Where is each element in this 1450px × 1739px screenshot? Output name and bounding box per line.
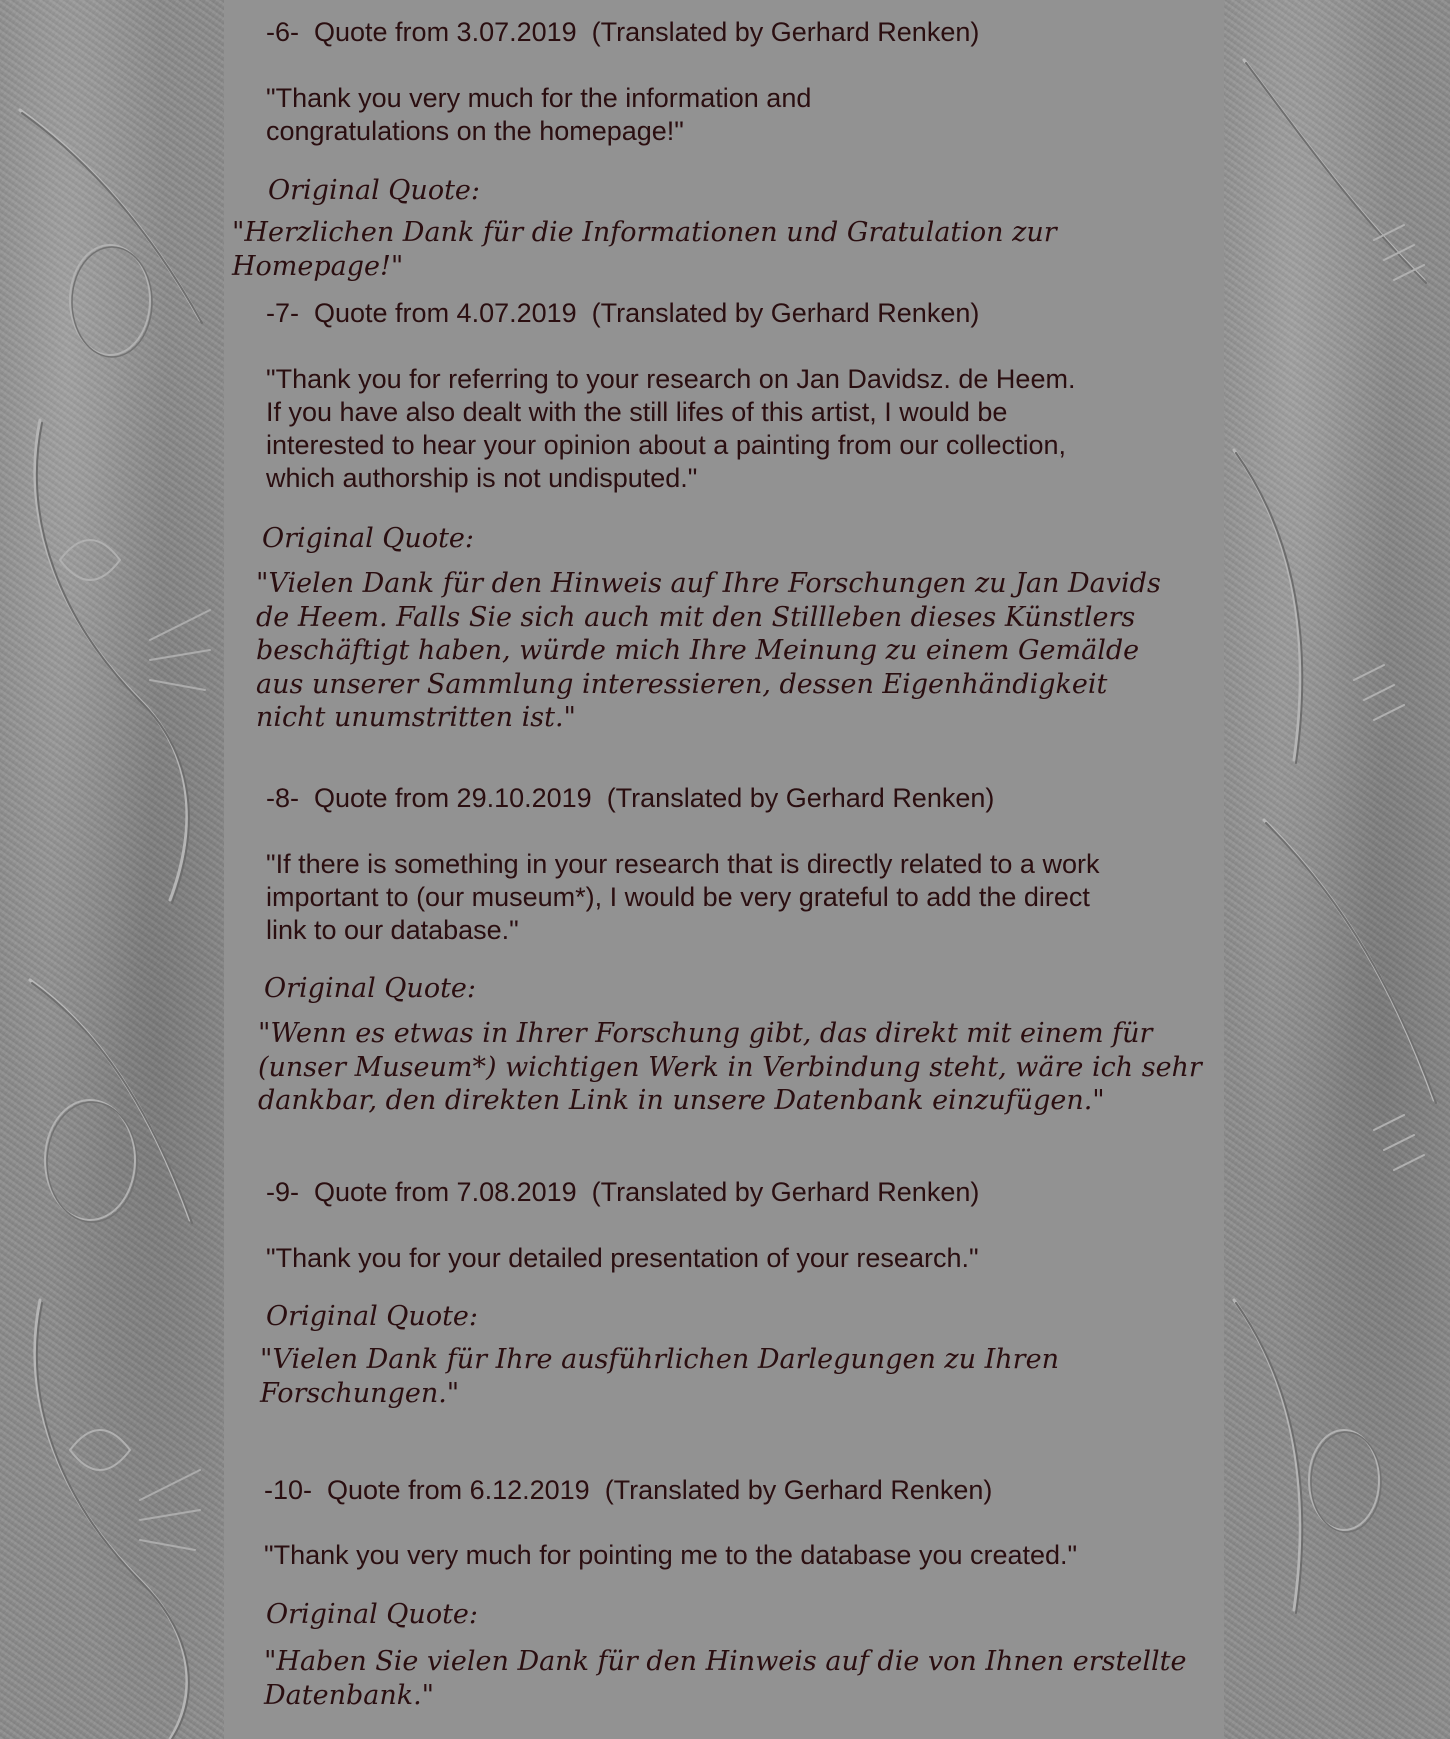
quote-english: "Thank you for referring to your research on Jan Davidsz. de Heem. If you have also dealt with the still lifes of this artist, I would be interested to hear your opinion about a painting from our collection, which authorship is not undisputed."	[266, 364, 1076, 493]
embossed-wheat-pattern-icon	[1224, 0, 1450, 1739]
original-quote-label: Original Quote:	[266, 1599, 479, 1630]
quotes-column	[224, 0, 1224, 1739]
quote-original: "Haben Sie vielen Dank für den Hinweis auf die von Ihnen erstellte Datenbank."	[264, 1646, 1187, 1711]
quote-english: "Thank you very much for the information and congratulations on the homepage!"	[266, 83, 812, 146]
right-decorative-panel	[1224, 0, 1450, 1739]
quote-heading: -9- Quote from 7.08.2019 (Translated by Gerhard Renken)	[266, 1177, 980, 1207]
original-quote-label: Original Quote:	[264, 973, 477, 1004]
original-quote-label: Original Quote:	[262, 523, 475, 554]
quote-heading: -10- Quote from 6.12.2019 (Translated by Gerhard Renken)	[264, 1475, 993, 1505]
original-quote-label: Original Quote:	[266, 1301, 479, 1332]
quote-original: "Vielen Dank für Ihre ausführlichen Darlegungen zu Ihren Forschungen."	[260, 1344, 1059, 1409]
quote-original: "Vielen Dank für den Hinweis auf Ihre Forschungen zu Jan Davids de Heem. Falls Sie sich auch mit den Stillleben dieses Künstlers beschäftigt haben, würde mich Ihre Meinung zu einem Gemälde aus unserer Sammlung interessieren, dessen Eigenhändigkeit nicht unumstritten ist."	[256, 568, 1161, 733]
quote-original: "Herzlichen Dank für die Informationen und Gratulation zur Homepage!"	[232, 217, 1057, 282]
quote-heading: -6- Quote from 3.07.2019 (Translated by Gerhard Renken)	[266, 17, 980, 47]
quote-heading: -8- Quote from 29.10.2019 (Translated by Gerhard Renken)	[266, 783, 995, 813]
quote-english: "If there is something in your research that is directly related to a work important to (our museum*), I would be very grateful to add the direct link to our database."	[266, 849, 1100, 945]
quote-heading: -7- Quote from 4.07.2019 (Translated by Gerhard Renken)	[266, 298, 980, 328]
embossed-floral-pattern-icon	[0, 0, 224, 1739]
original-quote-label: Original Quote:	[268, 175, 481, 206]
quote-english: "Thank you for your detailed presentation of your research."	[266, 1243, 979, 1273]
quote-original: "Wenn es etwas in Ihrer Forschung gibt, das direkt mit einem für (unser Museum*) wichtigen Werk in Verbindung steht, wäre ich sehr dankbar, den direkten Link in unsere Datenbank einzufügen."	[258, 1018, 1202, 1116]
left-decorative-panel	[0, 0, 224, 1739]
quote-english: "Thank you very much for pointing me to the database you created."	[264, 1540, 1078, 1570]
